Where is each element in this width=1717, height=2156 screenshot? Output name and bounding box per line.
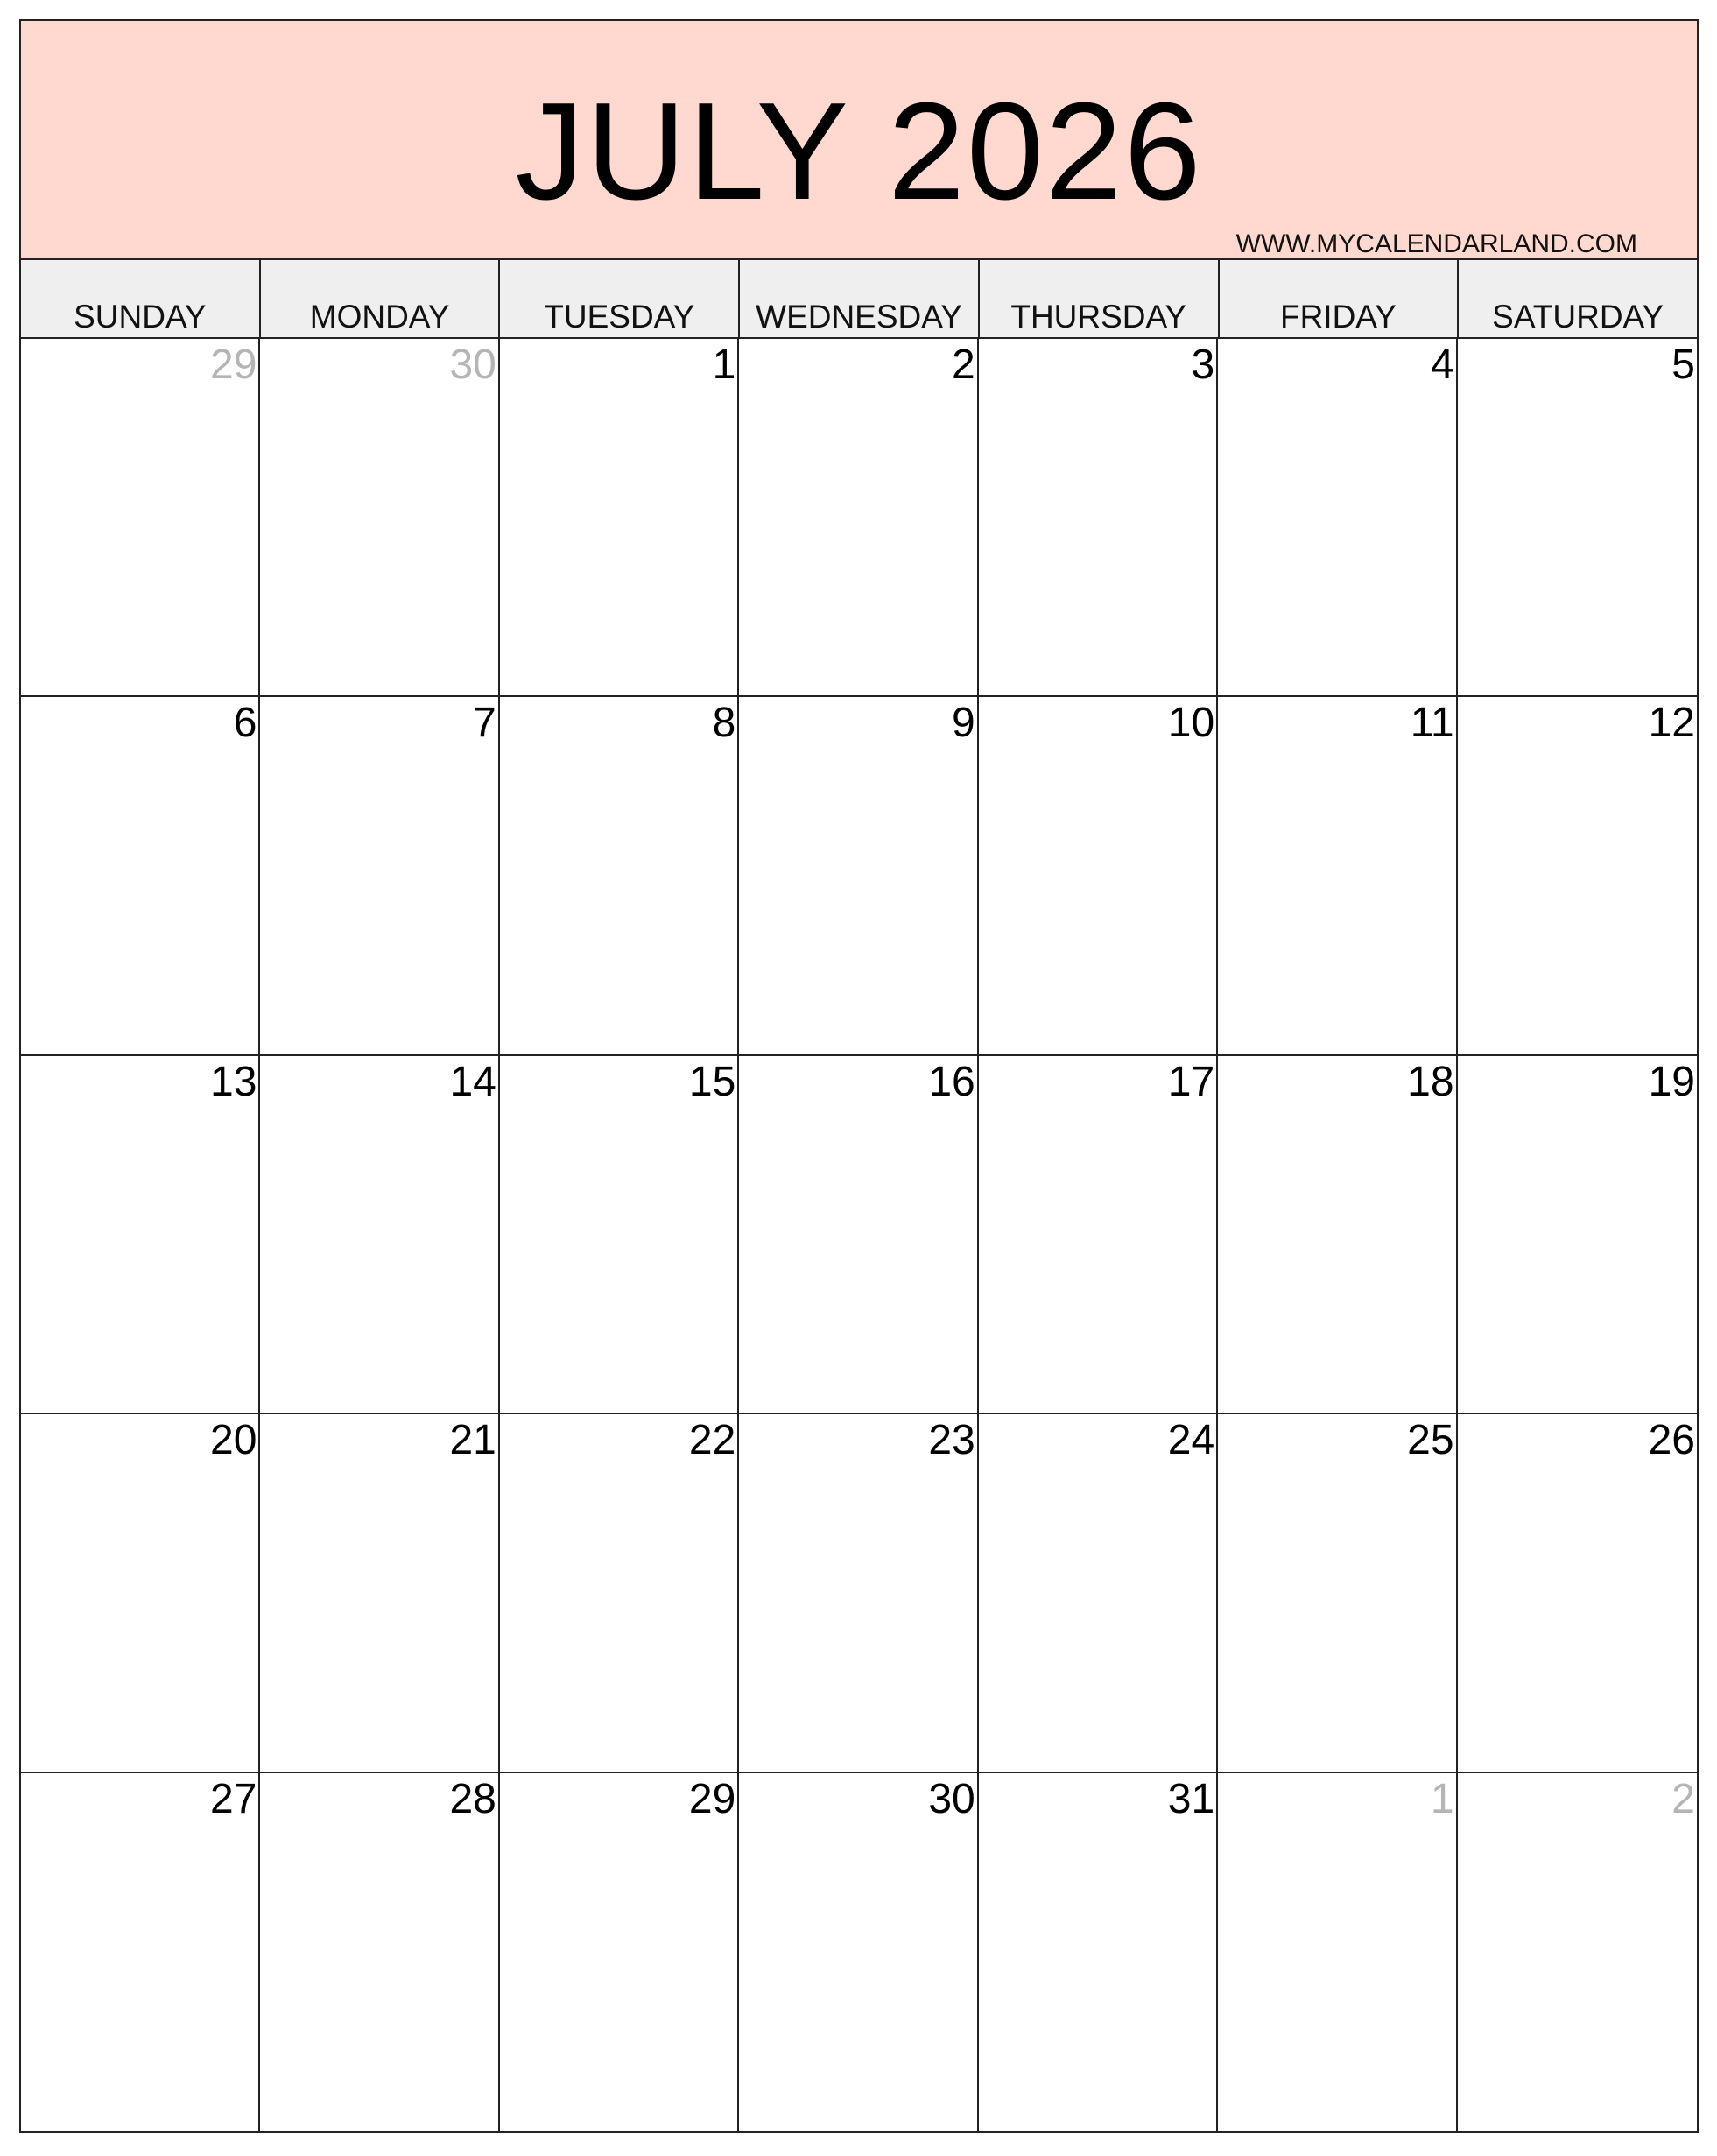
day-number: 26	[1648, 1417, 1695, 1464]
weekday-row	[21, 260, 1697, 339]
day-number: 1	[712, 342, 736, 388]
calendar-header	[21, 21, 1697, 260]
day-number: 20	[210, 1417, 257, 1464]
day-number: 8	[712, 700, 736, 747]
day-number: 22	[688, 1417, 736, 1464]
day-number: 24	[1167, 1417, 1215, 1464]
adjacent-month-day-number: 2	[1671, 1775, 1695, 1822]
day-cell-saturday	[1458, 339, 1697, 697]
day-cell-sunday	[21, 697, 260, 1055]
day-cell-wednesday	[739, 1773, 978, 2131]
day-cell-friday	[1218, 1414, 1457, 1772]
day-cell-wednesday	[739, 697, 978, 1055]
day-number: 27	[210, 1775, 257, 1822]
day-number: 10	[1167, 700, 1215, 747]
day-number: 17	[1167, 1058, 1215, 1105]
day-number: 9	[952, 700, 975, 747]
adjacent-month-day-number: 30	[449, 342, 496, 388]
day-cell-saturday	[1458, 697, 1697, 1055]
weekday-sunday: SUNDAY	[21, 260, 261, 337]
day-cell-thursday	[979, 339, 1218, 697]
weekday-wednesday: WEDNESDAY	[740, 260, 980, 337]
day-cell-monday	[260, 697, 499, 1055]
day-cell-tuesday	[500, 339, 739, 697]
day-number: 6	[233, 700, 257, 747]
weekday-friday: FRIDAY	[1220, 260, 1460, 337]
day-number: 4	[1430, 342, 1454, 388]
day-cell-friday	[1218, 1773, 1457, 2131]
day-number: 5	[1671, 342, 1695, 388]
day-cell-tuesday	[500, 1414, 739, 1772]
day-cell-wednesday	[739, 1414, 978, 1772]
calendar-grid	[21, 339, 1697, 2131]
day-cell-thursday	[979, 1414, 1218, 1772]
day-cell-sunday	[21, 1056, 260, 1414]
calendar	[19, 19, 1699, 2133]
day-cell-monday	[260, 1414, 499, 1772]
day-cell-thursday	[979, 1056, 1218, 1414]
day-number: 3	[1191, 342, 1215, 388]
day-number: 28	[449, 1775, 496, 1822]
day-cell-sunday	[21, 1773, 260, 2131]
day-number: 14	[449, 1058, 496, 1105]
day-cell-wednesday	[739, 1056, 978, 1414]
day-cell-sunday	[21, 1414, 260, 1772]
day-cell-tuesday	[500, 1773, 739, 2131]
day-number: 11	[1410, 700, 1454, 747]
day-cell-tuesday	[500, 697, 739, 1055]
day-number: 25	[1407, 1417, 1454, 1464]
day-number: 30	[928, 1775, 975, 1822]
day-cell-monday	[260, 1056, 499, 1414]
day-cell-friday	[1218, 339, 1457, 697]
month-title: JULY 2026	[515, 74, 1203, 229]
day-cell-wednesday	[739, 339, 978, 697]
day-cell-saturday	[1458, 1414, 1697, 1772]
day-number: 29	[688, 1775, 736, 1822]
day-number: 12	[1648, 700, 1695, 747]
day-number: 2	[952, 342, 975, 388]
weekday-monday: MONDAY	[261, 260, 501, 337]
day-cell-monday	[260, 1773, 499, 2131]
day-number: 18	[1407, 1058, 1454, 1105]
weekday-tuesday: TUESDAY	[500, 260, 740, 337]
day-cell-friday	[1218, 697, 1457, 1055]
day-number: 15	[688, 1058, 736, 1105]
website-label: WWW.MYCALENDARLAND.COM	[1235, 229, 1637, 258]
day-cell-saturday	[1458, 1056, 1697, 1414]
day-cell-tuesday	[500, 1056, 739, 1414]
day-cell-friday	[1218, 1056, 1457, 1414]
day-number: 31	[1167, 1775, 1215, 1822]
day-cell-saturday	[1458, 1773, 1697, 2131]
day-cell-monday	[260, 339, 499, 697]
day-cell-sunday	[21, 339, 260, 697]
day-number: 16	[928, 1058, 975, 1105]
day-cell-thursday	[979, 697, 1218, 1055]
adjacent-month-day-number: 1	[1430, 1775, 1454, 1822]
weekday-thursday: THURSDAY	[980, 260, 1220, 337]
day-number: 7	[473, 700, 496, 747]
day-number: 13	[210, 1058, 257, 1105]
day-number: 19	[1648, 1058, 1695, 1105]
day-cell-thursday	[979, 1773, 1218, 2131]
weekday-saturday: SATURDAY	[1492, 299, 1664, 335]
adjacent-month-day-number: 29	[210, 342, 257, 388]
day-number: 21	[449, 1417, 496, 1464]
day-number: 23	[928, 1417, 975, 1464]
